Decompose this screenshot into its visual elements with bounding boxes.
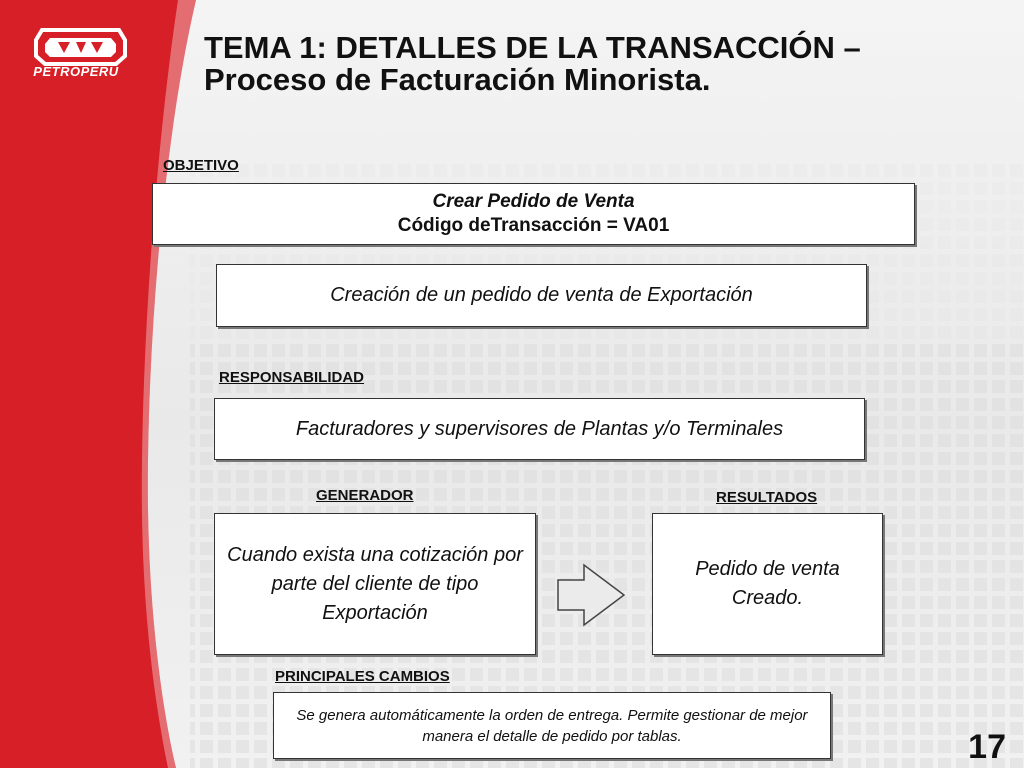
objective-box [152,183,915,245]
objective-description: Creación de un pedido de venta de Exportación [330,284,753,306]
results-text: Pedido de venta Creado. [695,558,840,609]
brand-name: PETROPERU [33,64,119,79]
changes-box [273,692,831,759]
objective-line1: Crear Pedido de Venta [432,191,635,212]
objective-label: OBJETIVO [163,157,239,174]
responsibility-label: RESPONSABILIDAD [219,369,365,386]
page-number: 17 [968,728,1006,766]
generator-label: GENERADOR [316,487,414,504]
generator-box [214,513,536,655]
responsibility-text: Facturadores y supervisores de Plantas y/o Terminales [295,417,784,440]
generator-text: Cuando exista una cotización por parte del cliente de tipo Exportación [227,543,523,624]
results-label: RESULTADOS [716,489,818,506]
changes-label: PRINCIPALES CAMBIOS [275,668,450,685]
responsibility-box [214,398,865,460]
changes-text: Se genera automáticamente la orden de entrega. Permite gestionar de mejor manera el detalle de pedido por tablas. [296,706,808,745]
objective-description-box [216,264,867,327]
results-box [652,513,883,655]
page-title: TEMA 1: DETALLES DE LA TRANSACCIÓN – Proceso de Facturación Minorista. [204,30,861,97]
right-arrow-icon [556,563,628,627]
objective-line2: Código deTransacción = VA01 [397,215,670,236]
